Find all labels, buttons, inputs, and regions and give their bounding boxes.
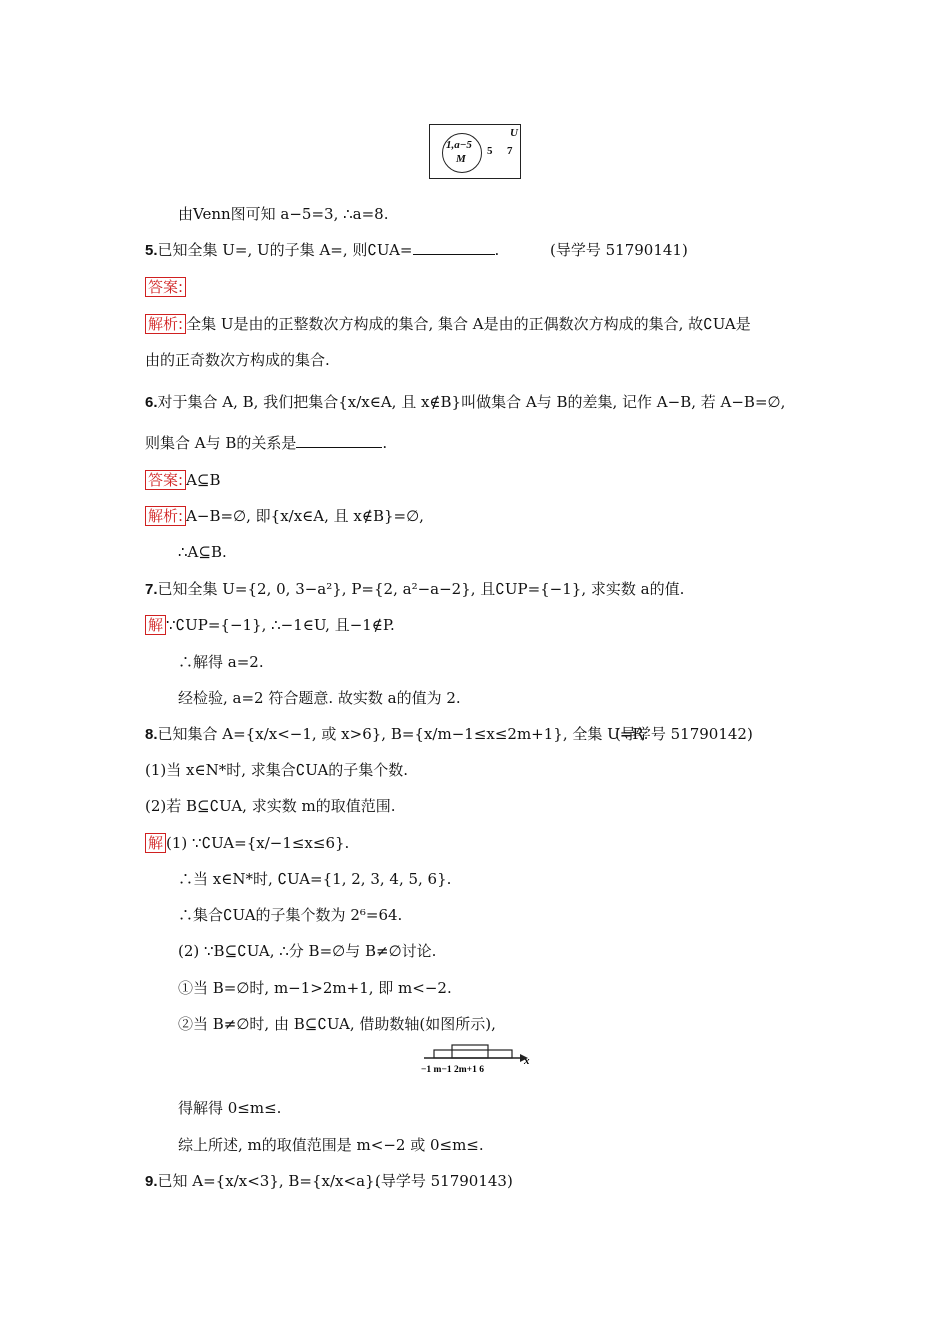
venn-set-elements: 1,a−5 bbox=[446, 139, 472, 151]
solution-8-line6: ②当 B≠∅时, 由 B⊆∁UA, 借助数轴(如图所示), bbox=[178, 1015, 496, 1033]
solution-8-line3: ∴集合∁UA的子集个数为 2⁶=64. bbox=[178, 906, 403, 924]
venn-universal-label: U bbox=[510, 127, 518, 139]
analysis-6 bbox=[145, 506, 424, 526]
question-9 bbox=[145, 1171, 513, 1192]
answer-5 bbox=[145, 277, 186, 297]
question-text: 已知 A={x/x<3}, B={x/x<a}. bbox=[157, 1172, 380, 1190]
venn-diagram bbox=[429, 124, 521, 179]
analysis-5-cont: 由的正奇数次方构成的集合. bbox=[145, 351, 330, 369]
solution-8-line5: ①当 B=∅时, m−1>2m+1, 即 m<−2. bbox=[178, 979, 452, 997]
analysis-5 bbox=[145, 314, 751, 334]
solution-8-line2: ∴当 x∈N*时, ∁UA={1, 2, 3, 4, 5, 6}. bbox=[178, 870, 452, 888]
question-number: 8. bbox=[145, 726, 158, 743]
solution-8-conclusion: 综上所述, m的取值范围是 m<−2 或 0≤m≤. bbox=[178, 1136, 484, 1154]
interval-b bbox=[452, 1045, 488, 1058]
question-7 bbox=[145, 579, 684, 600]
axis-variable: x bbox=[524, 1055, 530, 1067]
solution-text: (1) ∵∁UA={x/−1≤x≤6}. bbox=[166, 834, 350, 852]
question-number: 5. bbox=[145, 242, 158, 259]
question-text: 已知全集 U=, U的子集 A=, 则∁UA= bbox=[157, 241, 413, 259]
question-text: 已知集合 A={x/x<−1, 或 x>6}, B={x/m−1≤x≤2m+1}, 全集 U=R. bbox=[157, 725, 649, 743]
question-text: 则集合 A与 B的关系是 bbox=[145, 434, 297, 452]
solution-tag: 解 bbox=[145, 615, 166, 635]
reference-number: (导学号 51790142) bbox=[615, 725, 753, 743]
interval-cua bbox=[434, 1050, 512, 1058]
question-6-cont bbox=[145, 433, 387, 453]
reference-number: (导学号 51790143) bbox=[375, 1172, 513, 1190]
answer-6 bbox=[145, 470, 221, 490]
answer-blank bbox=[296, 433, 382, 448]
solution-text: ∵∁UP={−1}, ∴−1∈U, 且−1∉P. bbox=[166, 616, 395, 634]
period: . bbox=[382, 434, 388, 452]
answer-text: A⊆B bbox=[186, 471, 221, 489]
venn-conclusion: 由Venn图可知 a−5=3, ∴a=8. bbox=[178, 205, 389, 223]
answer-blank bbox=[413, 240, 495, 255]
solution-8-line7: 得解得 0≤m≤. bbox=[178, 1099, 282, 1117]
question-text: 已知全集 U={2, 0, 3−a²}, P={2, a²−a−2}, 且∁UP={−1}, 求实数 a的值. bbox=[157, 580, 685, 598]
question-6 bbox=[145, 392, 785, 413]
solution-8 bbox=[145, 833, 349, 853]
question-5 bbox=[145, 240, 688, 261]
answer-tag: 答案: bbox=[145, 277, 186, 297]
solution-7-line2: ∴解得 a=2. bbox=[178, 653, 264, 671]
question-8-part2: (2)若 B⊆∁UA, 求实数 m的取值范围. bbox=[145, 797, 396, 815]
analysis-6-cont: ∴A⊆B. bbox=[178, 543, 227, 561]
question-text: 对于集合 A, B, 我们把集合{x/x∈A, 且 x∉B}叫做集合 A与 B的差集, 记作 A−B, 若 A−B=∅, bbox=[157, 393, 786, 411]
analysis-tag: 解析: bbox=[145, 314, 186, 334]
analysis-text: A−B=∅, 即{x/x∈A, 且 x∉B}=∅, bbox=[186, 507, 424, 525]
analysis-text: 全集 U是由的正整数次方构成的集合, 集合 A是由的正偶数次方构成的集合, 故∁UA是 bbox=[186, 315, 751, 333]
venn-element-5: 5 bbox=[487, 145, 493, 157]
solution-tag: 解 bbox=[145, 833, 166, 853]
question-8-part1: (1)当 x∈N*时, 求集合∁UA的子集个数. bbox=[145, 761, 409, 779]
question-8 bbox=[145, 724, 753, 745]
analysis-tag: 解析: bbox=[145, 506, 186, 526]
solution-7-line3: 经检验, a=2 符合题意. 故实数 a的值为 2. bbox=[178, 689, 461, 707]
period: . bbox=[494, 241, 500, 259]
axis-tick-labels: −1 m−1 2m+1 6 bbox=[421, 1065, 484, 1075]
reference-number: (导学号 51790141) bbox=[550, 241, 688, 259]
solution-7 bbox=[145, 615, 395, 635]
question-number: 9. bbox=[145, 1173, 158, 1190]
answer-tag: 答案: bbox=[145, 470, 186, 490]
solution-8-line4: (2) ∵B⊆∁UA, ∴分 B=∅与 B≠∅讨论. bbox=[178, 942, 437, 960]
number-line-figure bbox=[420, 1040, 532, 1076]
venn-element-7: 7 bbox=[507, 145, 513, 157]
venn-set-name: M bbox=[456, 153, 466, 165]
question-number: 7. bbox=[145, 581, 158, 598]
question-number: 6. bbox=[145, 394, 158, 411]
